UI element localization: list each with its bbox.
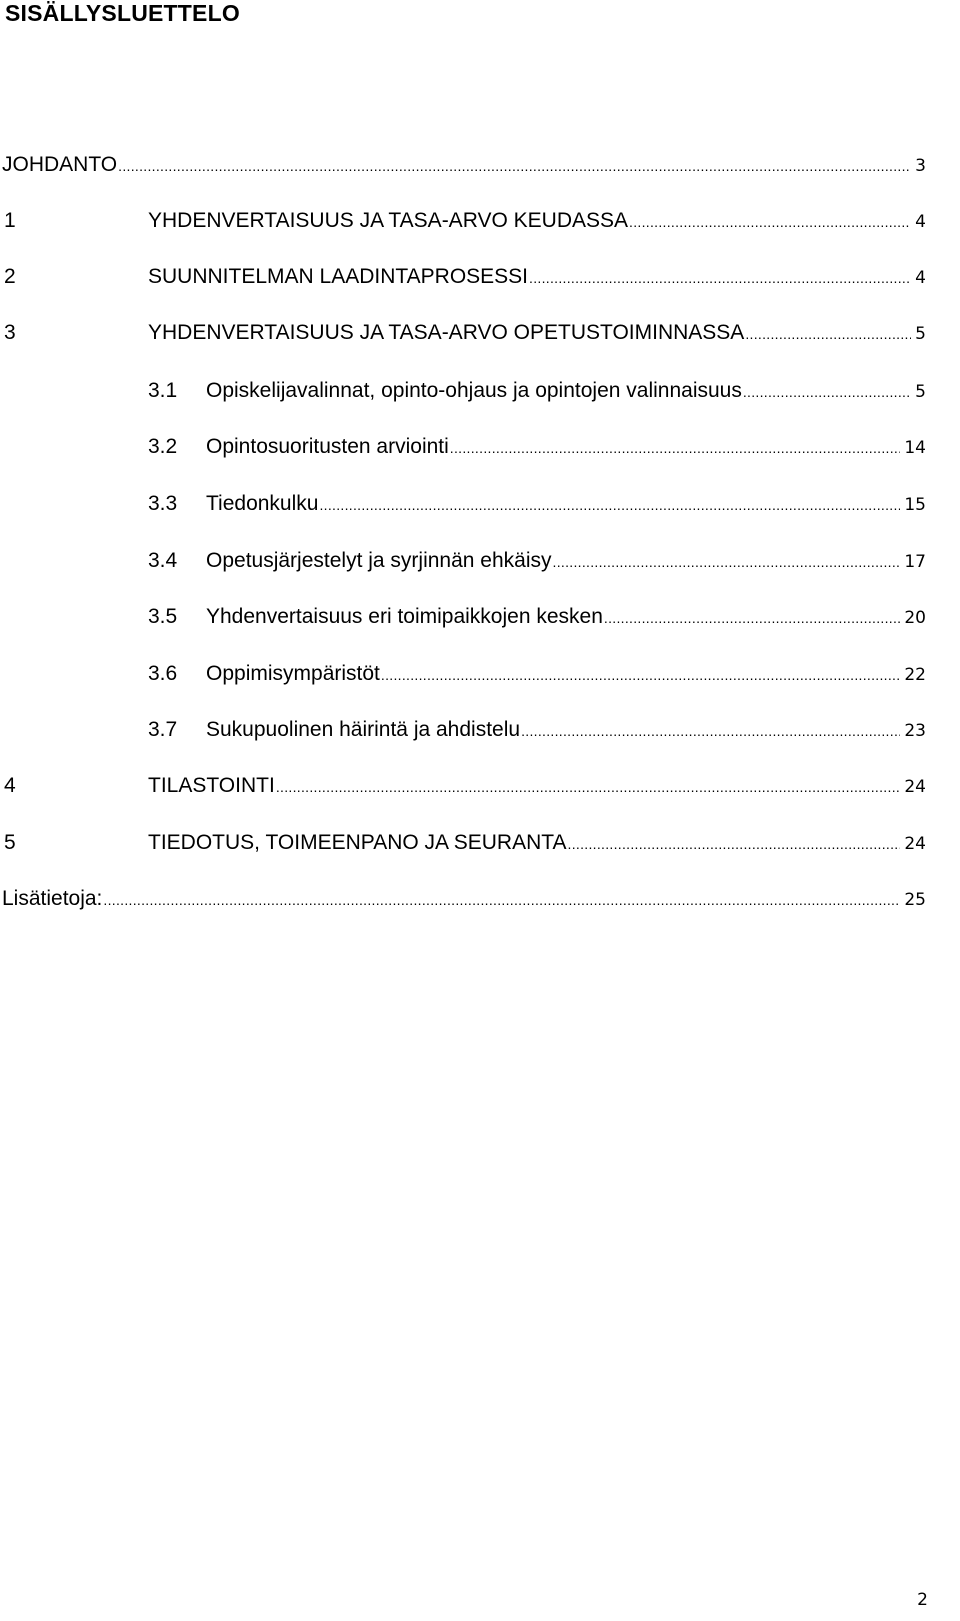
toc-entry-2[interactable]	[0, 261, 960, 293]
toc-entry-title: Oppimisympäristöt	[206, 662, 380, 685]
dot-leader	[529, 262, 911, 294]
toc-entry-title: TIEDOTUS, TOIMEENPANO JA SEURANTA	[148, 831, 567, 854]
toc-entry-number: 3.2	[148, 435, 178, 458]
page-number: 2	[917, 1590, 928, 1610]
toc-entry-title: YHDENVERTAISUUS JA TASA-ARVO OPETUSTOIMINNASSA	[148, 321, 745, 344]
toc-entry-title: TILASTOINTI	[148, 774, 275, 797]
toc-entry-3-3[interactable]	[0, 488, 960, 520]
toc-entry-number: 1	[4, 209, 16, 232]
dot-leader	[568, 828, 901, 860]
toc-entry-title: Sukupuolinen häirintä ja ahdistelu	[206, 718, 521, 741]
dot-leader	[743, 376, 911, 408]
toc-entry-number: 3.6	[148, 662, 178, 685]
dot-leader	[319, 489, 900, 521]
dot-leader	[629, 206, 911, 238]
dot-leader	[381, 659, 900, 691]
toc-entry-title: Opiskelijavalinnat, opinto-ohjaus ja opintojen valinnaisuus	[206, 379, 742, 402]
toc-entry-number: 3.4	[148, 549, 178, 572]
toc-entry-title: SUUNNITELMAN LAADINTAPROSESSI	[148, 265, 529, 288]
toc-entry-5[interactable]	[0, 827, 960, 859]
toc-entry-page: 5	[915, 324, 926, 344]
toc-entry-page: 15	[904, 495, 926, 515]
dot-leader	[450, 432, 901, 464]
toc-entry-3-1[interactable]	[0, 375, 960, 407]
toc-entry-title: Yhdenvertaisuus eri toimipaikkojen kesken	[206, 605, 603, 628]
toc-entry-number: 3.5	[148, 605, 178, 628]
toc-entry-page: 25	[904, 890, 926, 910]
toc-entry-title: JOHDANTO	[2, 153, 118, 176]
toc-entry-3-7[interactable]	[0, 714, 960, 746]
toc-entry-page: 20	[904, 608, 926, 628]
dot-leader	[276, 771, 901, 803]
toc-entry-page: 22	[904, 665, 926, 685]
toc-entry-number: 4	[4, 774, 16, 797]
dot-leader	[521, 715, 900, 747]
toc-entry-lisatietoja[interactable]	[0, 883, 960, 915]
toc-entry-4[interactable]	[0, 770, 960, 802]
toc-entry-title: Lisätietoja:	[2, 887, 103, 910]
toc-entry-number: 3.1	[148, 379, 178, 402]
toc-entry-number: 3.7	[148, 718, 178, 741]
toc-entry-number: 2	[4, 265, 16, 288]
dot-leader	[103, 884, 900, 916]
toc-entry-page: 24	[904, 777, 926, 797]
toc-entry-page: 23	[904, 721, 926, 741]
toc-entry-3-4[interactable]	[0, 545, 960, 577]
toc-entry-page: 4	[915, 268, 926, 288]
toc-entry-3-2[interactable]	[0, 431, 960, 463]
toc-entry-page: 3	[915, 156, 926, 176]
toc-entry-page: 17	[904, 552, 926, 572]
toc-entry-johdanto[interactable]	[0, 149, 960, 181]
toc-entry-number: 5	[4, 831, 16, 854]
toc-entry-title: YHDENVERTAISUUS JA TASA-ARVO KEUDASSA	[148, 209, 629, 232]
dot-leader	[553, 546, 901, 578]
toc-entry-page: 24	[904, 834, 926, 854]
toc-entry-number: 3.3	[148, 492, 178, 515]
toc-entry-page: 5	[915, 382, 926, 402]
toc-entry-1[interactable]	[0, 205, 960, 237]
dot-leader	[118, 150, 911, 182]
toc-entry-title: Tiedonkulku	[206, 492, 319, 515]
toc-entry-page: 14	[904, 438, 926, 458]
toc-entry-3[interactable]	[0, 317, 960, 349]
toc-entry-title: Opetusjärjestelyt ja syrjinnän ehkäisy	[206, 549, 552, 572]
toc-entry-page: 4	[915, 212, 926, 232]
toc-entry-number: 3	[4, 321, 16, 344]
toc-entry-3-5[interactable]	[0, 601, 960, 633]
page-title: SISÄLLYSLUETTELO	[5, 0, 240, 26]
toc-entry-title: Opintosuoritusten arviointi	[206, 435, 449, 458]
dot-leader	[604, 602, 900, 634]
toc-entry-3-6[interactable]	[0, 658, 960, 690]
dot-leader	[745, 318, 911, 350]
